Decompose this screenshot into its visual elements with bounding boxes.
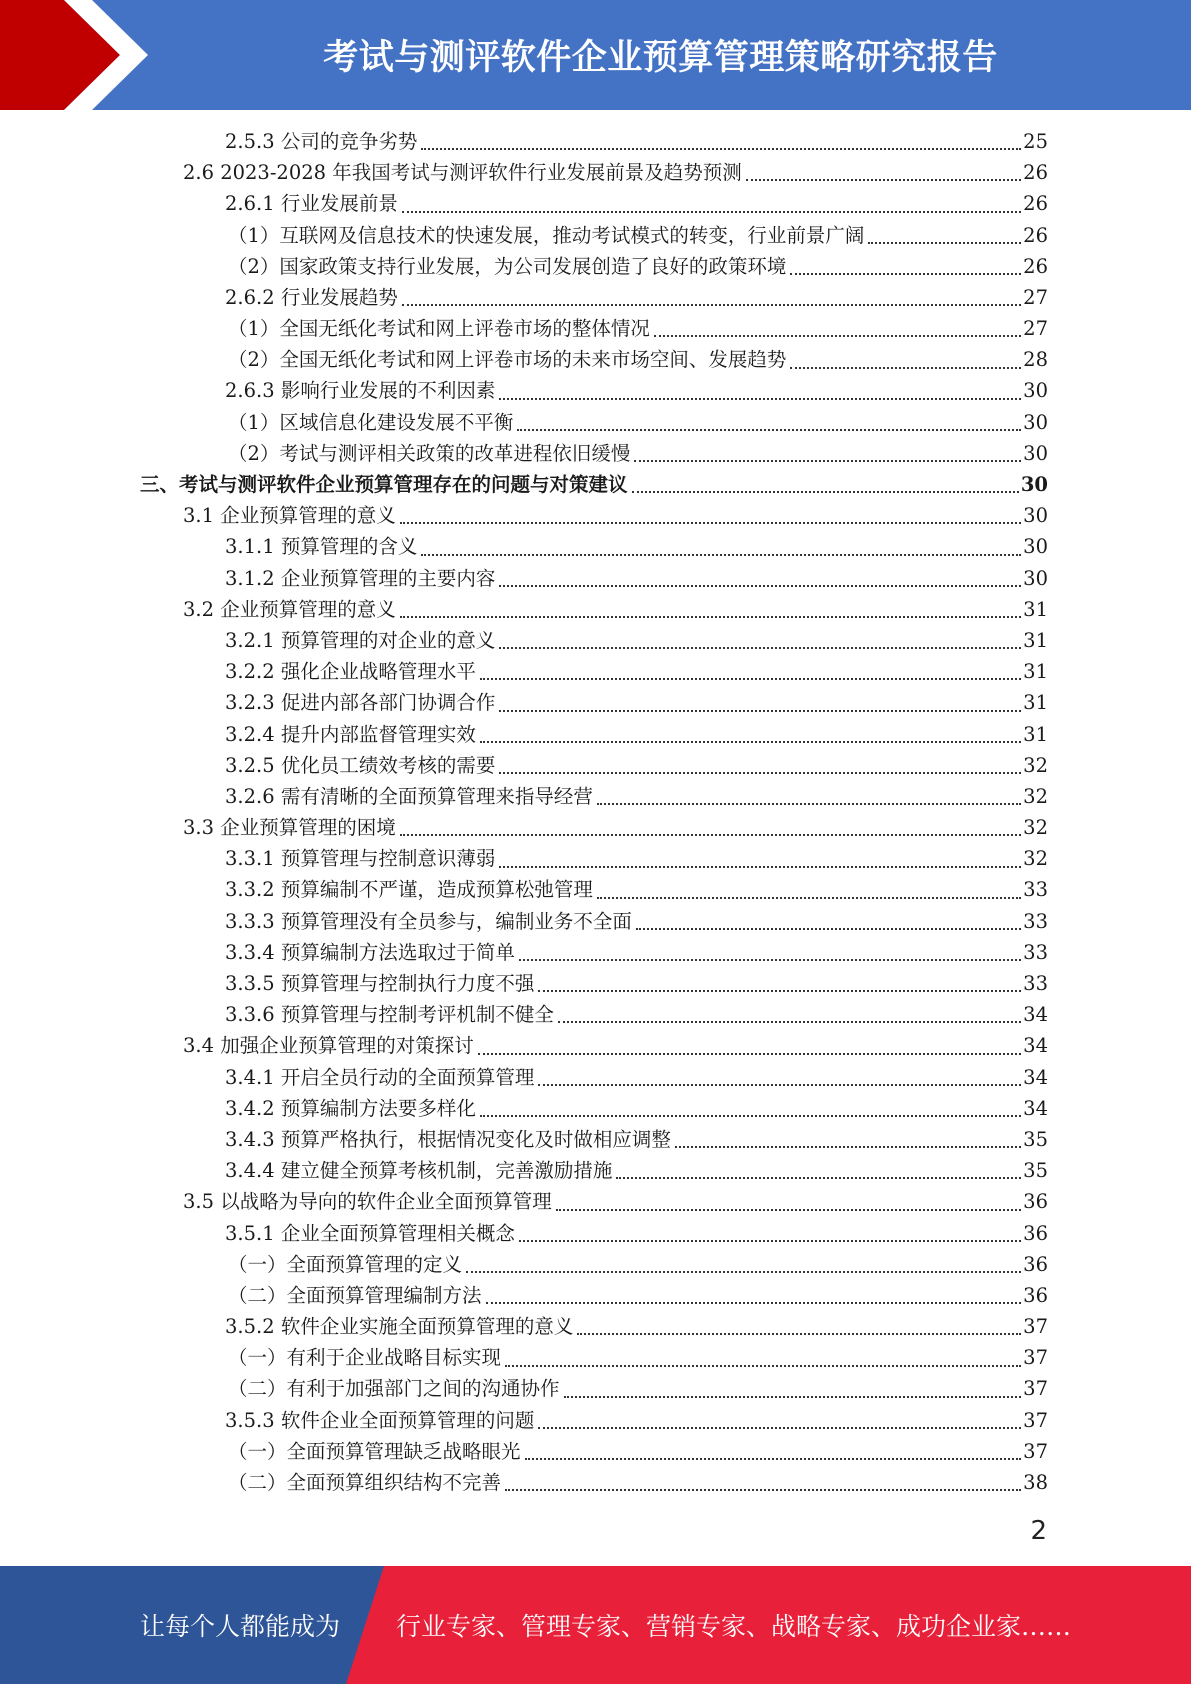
toc-entry-page: 36 — [1023, 1283, 1048, 1307]
toc-dot-leader — [525, 1458, 1022, 1460]
toc-entry-title: 3.5 以战略为导向的软件企业全面预算管理 — [183, 1190, 552, 1214]
toc-entry[interactable] — [0, 563, 1191, 594]
toc-entry-page: 33 — [1023, 878, 1048, 902]
toc-entry[interactable] — [0, 937, 1191, 968]
toc-dot-leader — [478, 1053, 1021, 1055]
toc-entry[interactable] — [0, 1155, 1191, 1186]
toc-entry-page: 35 — [1023, 1127, 1048, 1151]
toc-entry-title: 3.2.4 提升内部监督管理实效 — [225, 722, 476, 746]
toc-entry-page: 33 — [1023, 940, 1048, 964]
toc-dot-leader — [746, 179, 1021, 181]
toc-entry[interactable] — [0, 594, 1191, 625]
toc-entry-page: 37 — [1023, 1408, 1048, 1432]
toc-entry-title: （一）全面预算管理的定义 — [228, 1252, 463, 1276]
footer-slogan-left: 让每个人都能成为 — [140, 1612, 341, 1641]
toc-dot-leader — [675, 1146, 1021, 1148]
toc-dot-leader — [577, 1333, 1021, 1335]
toc-entry[interactable] — [0, 1436, 1191, 1467]
toc-entry-page: 26 — [1023, 161, 1048, 185]
toc-dot-leader — [632, 491, 1019, 493]
toc-entry-page: 26 — [1023, 223, 1048, 247]
toc-entry-page: 37 — [1023, 1315, 1048, 1339]
page-number: 2 — [1030, 1516, 1047, 1546]
toc-entry[interactable] — [0, 1342, 1191, 1373]
toc-entry[interactable] — [0, 750, 1191, 781]
toc-entry[interactable] — [0, 376, 1191, 407]
toc-entry-page: 30 — [1023, 441, 1048, 465]
toc-entry-page: 31 — [1023, 691, 1048, 715]
toc-entry-page: 35 — [1023, 1159, 1048, 1183]
toc-entry-title: 2.6 2023-2028 年我国考试与测评软件行业发展前景及趋势预测 — [183, 161, 742, 185]
toc-entry-page: 26 — [1023, 254, 1048, 278]
toc-entry-title: 3.2 企业预算管理的意义 — [183, 597, 396, 621]
toc-entry-page: 36 — [1023, 1221, 1048, 1245]
toc-entry-page: 32 — [1023, 847, 1048, 871]
toc-dot-leader — [790, 273, 1021, 275]
toc-entry-title: （1）全国无纸化考试和网上评卷市场的整体情况 — [228, 317, 650, 341]
toc-entry[interactable] — [0, 500, 1191, 531]
toc-entry-page: 31 — [1023, 597, 1048, 621]
toc-entry-title: （2）考试与测评相关政策的改革进程依旧缓慢 — [228, 441, 631, 465]
toc-entry-title: 3.5.3 软件企业全面预算管理的问题 — [225, 1408, 535, 1432]
toc-entry[interactable] — [0, 531, 1191, 562]
toc-entry[interactable] — [0, 719, 1191, 750]
toc-entry-title: 3.4 加强企业预算管理的对策探讨 — [183, 1034, 474, 1058]
toc-entry-page: 36 — [1023, 1190, 1048, 1214]
toc-dot-leader — [400, 616, 1021, 618]
toc-entry-title: 2.6.3 影响行业发展的不利因素 — [225, 379, 496, 403]
toc-entry[interactable] — [0, 1374, 1191, 1405]
toc-entry-page: 37 — [1023, 1346, 1048, 1370]
toc-dot-leader — [499, 866, 1021, 868]
toc-entry-page: 30 — [1020, 473, 1048, 497]
toc-entry-title: （二）全面预算管理编制方法 — [228, 1283, 482, 1307]
toc-entry-page: 37 — [1023, 1377, 1048, 1401]
toc-dot-leader — [480, 741, 1021, 743]
toc-entry[interactable] — [0, 843, 1191, 874]
toc-entry-page: 33 — [1023, 972, 1048, 996]
toc-dot-leader — [597, 897, 1021, 899]
toc-entry-page: 30 — [1023, 410, 1048, 434]
toc-dot-leader — [505, 1489, 1021, 1491]
toc-entry-title: （2）全国无纸化考试和网上评卷市场的未来市场空间、发展趋势 — [228, 348, 787, 372]
toc-entry-page: 38 — [1023, 1471, 1048, 1495]
toc-dot-leader — [499, 772, 1021, 774]
toc-dot-leader — [538, 990, 1021, 992]
toc-dot-leader — [400, 522, 1021, 524]
toc-dot-leader — [556, 1209, 1021, 1211]
toc-entry-title: 3.3.6 预算管理与控制考评机制不健全 — [225, 1003, 554, 1027]
toc-entry[interactable] — [0, 282, 1191, 313]
toc-dot-leader — [486, 1302, 1022, 1304]
toc-dot-leader — [597, 803, 1021, 805]
toc-entry[interactable] — [0, 469, 1191, 500]
toc-entry-title: 3.3.5 预算管理与控制执行力度不强 — [225, 972, 535, 996]
toc-entry-page: 34 — [1023, 1003, 1048, 1027]
toc-entry-title: 3.3.4 预算编制方法选取过于简单 — [225, 940, 515, 964]
toc-entry-page: 36 — [1023, 1252, 1048, 1276]
toc-dot-leader — [421, 148, 1021, 150]
toc-dot-leader — [400, 834, 1021, 836]
toc-entry-page: 32 — [1023, 753, 1048, 777]
toc-entry-page: 33 — [1023, 909, 1048, 933]
toc-entry-title: 3.3.2 预算编制不严谨，造成预算松弛管理 — [225, 878, 593, 902]
toc-entry[interactable] — [0, 625, 1191, 656]
toc-entry[interactable] — [0, 1093, 1191, 1124]
header-banner — [0, 0, 1191, 110]
toc-entry[interactable] — [0, 812, 1191, 843]
toc-dot-leader — [499, 647, 1021, 649]
toc-entry[interactable] — [0, 220, 1191, 251]
toc-entry-page: 28 — [1023, 348, 1048, 372]
toc-dot-leader — [519, 959, 1021, 961]
toc-entry-title: 3.5.2 软件企业实施全面预算管理的意义 — [225, 1315, 574, 1339]
footer-banner — [0, 1566, 1191, 1684]
toc-entry-title: （二）全面预算组织结构不完善 — [228, 1471, 502, 1495]
toc-entry[interactable] — [0, 1124, 1191, 1155]
toc-dot-leader — [564, 1396, 1022, 1398]
toc-entry-page: 30 — [1023, 379, 1048, 403]
toc-entry[interactable] — [0, 1280, 1191, 1311]
toc-dot-leader — [480, 678, 1021, 680]
toc-dot-leader — [654, 335, 1021, 337]
toc-entry-page: 34 — [1023, 1065, 1048, 1089]
toc-entry-title: （二）有利于加强部门之间的沟通协作 — [228, 1377, 560, 1401]
toc-entry-title: 3.3.1 预算管理与控制意识薄弱 — [225, 847, 496, 871]
toc-entry-page: 30 — [1023, 504, 1048, 528]
toc-entry-page: 27 — [1023, 317, 1048, 341]
toc-entry-title: 3.3 企业预算管理的困境 — [183, 816, 396, 840]
toc-dot-leader — [499, 710, 1021, 712]
toc-entry-page: 34 — [1023, 1096, 1048, 1120]
toc-entry-page: 32 — [1023, 816, 1048, 840]
toc-entry[interactable] — [0, 656, 1191, 687]
toc-entry-title: 3.5.1 企业全面预算管理相关概念 — [225, 1221, 515, 1245]
toc-entry[interactable] — [0, 344, 1191, 375]
toc-dot-leader — [505, 1365, 1021, 1367]
toc-entry-page: 31 — [1023, 628, 1048, 652]
toc-entry-title: （一）全面预算管理缺乏战略眼光 — [228, 1439, 521, 1463]
toc-entry-title: 2.6.2 行业发展趋势 — [225, 285, 398, 309]
toc-entry-page: 31 — [1023, 660, 1048, 684]
toc-entry[interactable] — [0, 157, 1191, 188]
toc-entry[interactable] — [0, 687, 1191, 718]
toc-entry[interactable] — [0, 251, 1191, 282]
toc-dot-leader — [480, 1115, 1021, 1117]
toc-dot-leader — [616, 1177, 1021, 1179]
toc-entry-title: （一）有利于企业战略目标实现 — [228, 1346, 502, 1370]
toc-entry-page: 27 — [1023, 285, 1048, 309]
toc-entry-page: 30 — [1023, 566, 1048, 590]
toc-entry[interactable] — [0, 1062, 1191, 1093]
toc-dot-leader — [517, 429, 1021, 431]
toc-entry-page: 26 — [1023, 192, 1048, 216]
toc-dot-leader — [499, 398, 1021, 400]
toc-entry-title: 3.1 企业预算管理的意义 — [183, 504, 396, 528]
toc-dot-leader — [868, 242, 1021, 244]
toc-entry-title: （1）区域信息化建设发展不平衡 — [228, 410, 514, 434]
toc-entry-title: 3.2.6 需有清晰的全面预算管理来指导经营 — [225, 784, 593, 808]
toc-entry[interactable] — [0, 1311, 1191, 1342]
toc-entry-page: 37 — [1023, 1439, 1048, 1463]
toc-entry-title: （1）互联网及信息技术的快速发展，推动考试模式的转变，行业前景广阔 — [228, 223, 865, 247]
toc-entry-page: 34 — [1023, 1034, 1048, 1058]
header-arrow-decoration — [0, 0, 160, 110]
toc-dot-leader — [402, 211, 1021, 213]
toc-entry-title: 2.6.1 行业发展前景 — [225, 192, 398, 216]
toc-dot-leader — [519, 1240, 1021, 1242]
toc-entry-title: 3.1.2 企业预算管理的主要内容 — [225, 566, 496, 590]
toc-dot-leader — [538, 1427, 1021, 1429]
toc-entry-title: 3.4.3 预算严格执行，根据情况变化及时做相应调整 — [225, 1127, 671, 1151]
toc-entry[interactable] — [0, 1249, 1191, 1280]
toc-dot-leader — [634, 460, 1021, 462]
toc-entry[interactable] — [0, 968, 1191, 999]
toc-entry-title: 3.4.1 开启全员行动的全面预算管理 — [225, 1065, 535, 1089]
toc-entry[interactable] — [0, 126, 1191, 157]
table-of-contents — [0, 126, 1191, 1498]
toc-entry[interactable] — [0, 999, 1191, 1030]
toc-entry[interactable] — [0, 1186, 1191, 1217]
toc-dot-leader — [558, 1021, 1021, 1023]
toc-entry-title: 3.4.2 预算编制方法要多样化 — [225, 1096, 476, 1120]
toc-entry-page: 31 — [1023, 722, 1048, 746]
toc-dot-leader — [402, 304, 1021, 306]
toc-entry[interactable] — [0, 1467, 1191, 1498]
toc-entry[interactable] — [0, 875, 1191, 906]
toc-entry-page: 25 — [1023, 129, 1048, 153]
toc-entry-title: 3.1.1 预算管理的含义 — [225, 535, 418, 559]
toc-entry[interactable] — [0, 1030, 1191, 1061]
toc-entry-page: 30 — [1023, 535, 1048, 559]
toc-entry[interactable] — [0, 906, 1191, 937]
toc-entry[interactable] — [0, 313, 1191, 344]
toc-entry-title: 3.4.4 建立健全预算考核机制，完善激励措施 — [225, 1159, 613, 1183]
document-title: 考试与测评软件企业预算管理策略研究报告 — [323, 38, 998, 78]
toc-entry-title: 3.3.3 预算管理没有全员参与，编制业务不全面 — [225, 909, 632, 933]
toc-entry[interactable] — [0, 1405, 1191, 1436]
toc-entry-title: 3.2.5 优化员工绩效考核的需要 — [225, 753, 496, 777]
toc-dot-leader — [790, 367, 1021, 369]
toc-entry[interactable] — [0, 781, 1191, 812]
toc-entry[interactable] — [0, 407, 1191, 438]
toc-dot-leader — [466, 1271, 1021, 1273]
toc-entry-page: 32 — [1023, 784, 1048, 808]
toc-entry[interactable] — [0, 188, 1191, 219]
toc-entry-title: 3.2.3 促进内部各部门协调合作 — [225, 691, 496, 715]
toc-entry-title: 三、考试与测评软件企业预算管理存在的问题与对策建议 — [140, 473, 628, 497]
toc-entry[interactable] — [0, 1218, 1191, 1249]
toc-dot-leader — [538, 1084, 1021, 1086]
toc-entry-title: 2.5.3 公司的竞争劣势 — [225, 129, 418, 153]
toc-dot-leader — [421, 554, 1021, 556]
toc-entry-title: （2）国家政策支持行业发展，为公司发展创造了良好的政策环境 — [228, 254, 787, 278]
toc-entry-title: 3.2.2 强化企业战略管理水平 — [225, 660, 476, 684]
footer-slogan-right: 行业专家、管理专家、营销专家、战略专家、成功企业家…… — [396, 1612, 1072, 1641]
toc-entry[interactable] — [0, 438, 1191, 469]
toc-dot-leader — [636, 928, 1021, 930]
toc-entry-title: 3.2.1 预算管理的对企业的意义 — [225, 628, 496, 652]
toc-dot-leader — [499, 585, 1021, 587]
